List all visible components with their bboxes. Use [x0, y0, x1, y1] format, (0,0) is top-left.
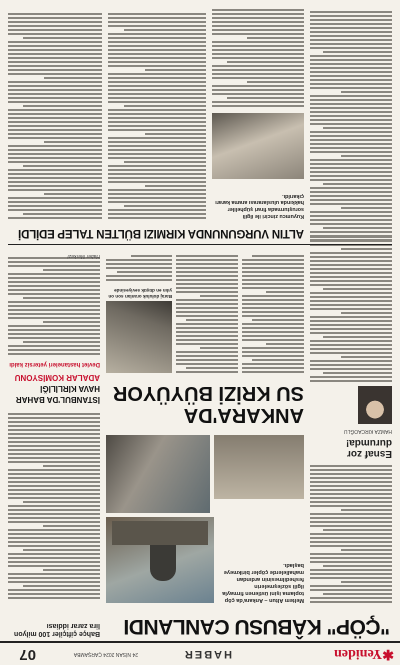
columnist-body — [310, 232, 392, 382]
main-headline-line-1: ANKARA'DA — [183, 404, 304, 426]
side-headline-line-2: HAVA KİRLİLİĞİ — [40, 384, 100, 393]
bottom-headline: ALTIN VURGUNUNDA KIRMIZI BÜLTEN TALEP EDİLDİ — [18, 227, 304, 239]
main-body-col-1 — [242, 253, 304, 373]
columnist-author: HAMZA KIRCAOĞLU — [343, 428, 392, 434]
section-label: HABER — [182, 648, 232, 660]
main-photo — [106, 301, 172, 373]
brand-mark-icon: ✱ — [382, 646, 394, 661]
bottom-intro: Kuyumcu zinciri ile ilgili soruşturmada firari şüpheliler hakkında uluslararası arama kararı çıkarıldı. — [215, 192, 304, 219]
masthead — [0, 641, 400, 665]
lead-intro-bold: Meltem Altun – Ankara'da çöp toplama işini üstlenen firmayla ilgili sözleşmelerin feshedilmesinin ardından mahallelerde çöpler birikmeye başladı. — [222, 562, 304, 603]
side-headline-line-1: İSTANBUL'DA BAHAR — [15, 395, 100, 404]
columnist-headline: Esnaf zor durumda! — [345, 437, 392, 459]
middle-photo-center — [106, 435, 210, 513]
columnist-avatar — [358, 386, 392, 424]
side-kicker: Devlet hastaneleri yetersiz kaldı — [9, 361, 100, 367]
bottom-photo — [212, 113, 304, 179]
middle-photo-left — [214, 435, 304, 499]
lead-body-col-1 — [310, 463, 392, 603]
right-column-headline: Bahçe çiftçiler 100 milyon lira zarar iddiası — [14, 621, 100, 637]
main-headline-line-2: SU KRİZİ BÜYÜYOR — [112, 382, 304, 404]
page-number: 07 — [19, 646, 36, 663]
right-column-body-top — [8, 409, 100, 599]
date-line: 24 NİSAN 2024 ÇARŞAMBA — [73, 651, 138, 657]
main-photo-caption: Baraj doluluk oranları son on yılın en düşük seviyesinde — [108, 288, 172, 299]
bottom-divider — [8, 244, 392, 245]
photo-bags — [112, 521, 208, 545]
bottom-body-col-3 — [8, 7, 102, 219]
bottom-body-col-2 — [108, 7, 206, 219]
lower-left-col — [310, 7, 392, 241]
columnist-box — [310, 249, 392, 459]
bottom-body-col-1 — [212, 7, 304, 107]
side-headline-line-3: ADALAR KOMİSYONU — [14, 373, 100, 382]
side-author: Haber Merkezi — [67, 253, 100, 259]
main-body-col-3 — [106, 251, 172, 281]
main-body-col-2 — [176, 253, 238, 373]
lead-headline: "ÇÖP" KÂBUSU CANLANDI — [123, 615, 390, 638]
brand-logo: ✱Yeniden — [334, 646, 394, 661]
lead-photo — [106, 517, 214, 603]
side-body — [8, 255, 100, 355]
